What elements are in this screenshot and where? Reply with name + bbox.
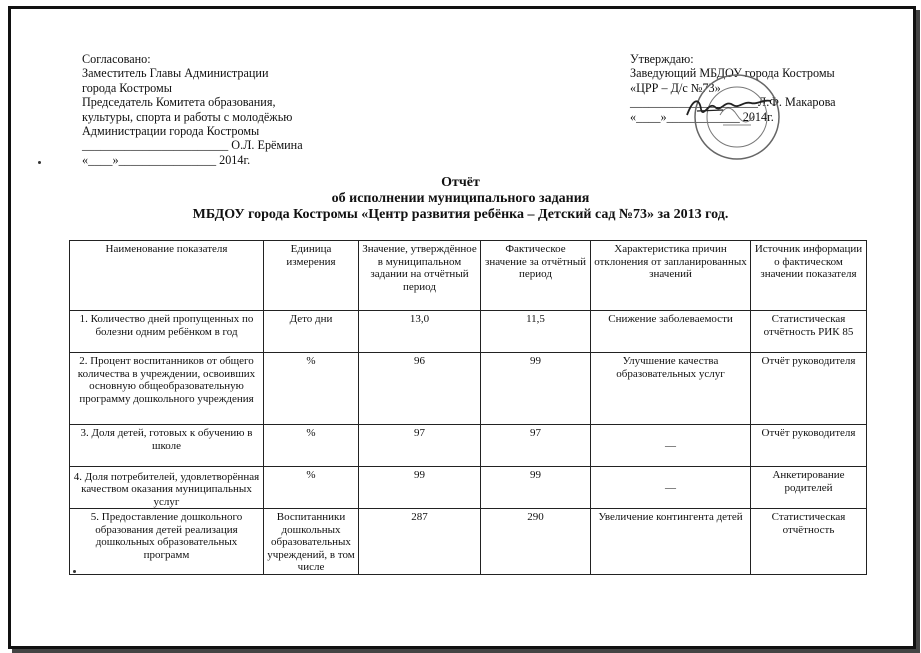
cell-reason: Снижение заболеваемости — [591, 311, 751, 353]
header-deviation-reason: Характеристика причин отклонения от запланированных значений — [591, 241, 751, 311]
header-indicator: Наименование показателя — [70, 241, 264, 311]
cell-indicator: 1. Количество дней пропущенных по болезни одним ребёнком в год — [70, 311, 264, 353]
header-planned-value: Значение, утверждённое в муниципальном задании на отчётный период — [359, 241, 481, 311]
approval-right-line: «ЦРР – Д/с №73» — [630, 80, 721, 95]
cell-unit: Воспитанники дошкольных образовательных учреждений, в том числе — [264, 509, 359, 575]
cell-actual: 290 — [481, 509, 591, 575]
approval-right-signature-line: _____________________Л.Ф. Макарова — [630, 95, 836, 110]
approval-left-line: Председатель Комитета образования, — [82, 95, 276, 110]
cell-reason: Увеличение контингента детей — [591, 509, 751, 575]
approval-right-line: Заведующий МБДОУ города Костромы — [630, 66, 835, 81]
approval-left-heading: Согласовано: — [82, 52, 151, 66]
cell-source: Статистическая отчётность — [751, 509, 867, 575]
approval-right-date-line: «____»____________ 2014г. — [630, 109, 774, 124]
cell-indicator: 4. Доля потребителей, удовлетворённая качеством оказания муниципальных услуг — [70, 467, 264, 509]
cell-unit: % — [264, 467, 359, 509]
table-row — [70, 425, 867, 467]
table-row — [70, 353, 867, 425]
cell-indicator: 2. Процент воспитанников от общего количества в учреждении, освоивших основную общеобразовательную программу дошкольного учреждения — [70, 353, 264, 425]
cell-actual: 99 — [481, 467, 591, 509]
cell-actual: 11,5 — [481, 311, 591, 353]
table-row — [70, 311, 867, 353]
approval-left-line: Заместитель Главы Администрации — [82, 66, 269, 81]
table-row — [70, 509, 867, 575]
scan-speck — [38, 161, 41, 164]
approval-left-signature-line: ________________________ О.Л. Ерёмина — [82, 138, 303, 153]
approval-left-date-line: «____»________________ 2014г. — [82, 152, 251, 167]
approval-left-line: культуры, спорта и работы с молодёжью — [82, 109, 293, 124]
cell-source: Отчёт руководителя — [751, 353, 867, 425]
cell-planned: 97 — [359, 425, 481, 467]
cell-actual: 99 — [481, 353, 591, 425]
cell-planned: 287 — [359, 509, 481, 575]
approval-left-line: Администрации города Костромы — [82, 124, 260, 139]
handwritten-signature — [683, 93, 775, 123]
header-actual-value: Фактическое значение за отчётный период — [481, 241, 591, 311]
cell-source: Отчёт руководителя — [751, 425, 867, 467]
cell-reason: — — [591, 425, 751, 467]
cell-indicator: 3. Доля детей, готовых к обучению в школе — [70, 425, 264, 467]
approval-left-line: города Костромы — [82, 80, 172, 95]
header-info-source: Источник информации о фактическом значении показателя — [751, 241, 867, 311]
approval-right-heading: Утверждаю: — [630, 52, 694, 66]
cell-actual: 97 — [481, 425, 591, 467]
cell-unit: % — [264, 425, 359, 467]
report-subtitle: об исполнении муниципального задания — [331, 191, 590, 206]
cell-unit: Дето дни — [264, 311, 359, 353]
report-subject: МБДОУ города Костромы «Центр развития ребёнка – Детский сад №73» за 2013 год. — [192, 207, 729, 222]
cell-unit: % — [264, 353, 359, 425]
report-title: Отчёт — [441, 175, 480, 190]
cell-planned: 96 — [359, 353, 481, 425]
report-table — [69, 240, 867, 575]
cell-planned: 13,0 — [359, 311, 481, 353]
cell-source: Анкетирование родителей — [751, 467, 867, 509]
cell-planned: 99 — [359, 467, 481, 509]
approval-left-block — [82, 52, 303, 167]
cell-reason: — — [591, 467, 751, 509]
header-unit: Единица измерения — [264, 241, 359, 311]
cell-source: Статистическая отчётность РИК 85 — [751, 311, 867, 353]
table-header-row — [70, 241, 867, 311]
cell-indicator: 5. Предоставление дошкольного образования детей реализация дошкольных образовательных программ — [70, 509, 264, 575]
table-row — [70, 467, 867, 509]
scan-speck — [73, 570, 76, 573]
cell-reason: Улучшение качества образовательных услуг — [591, 353, 751, 425]
